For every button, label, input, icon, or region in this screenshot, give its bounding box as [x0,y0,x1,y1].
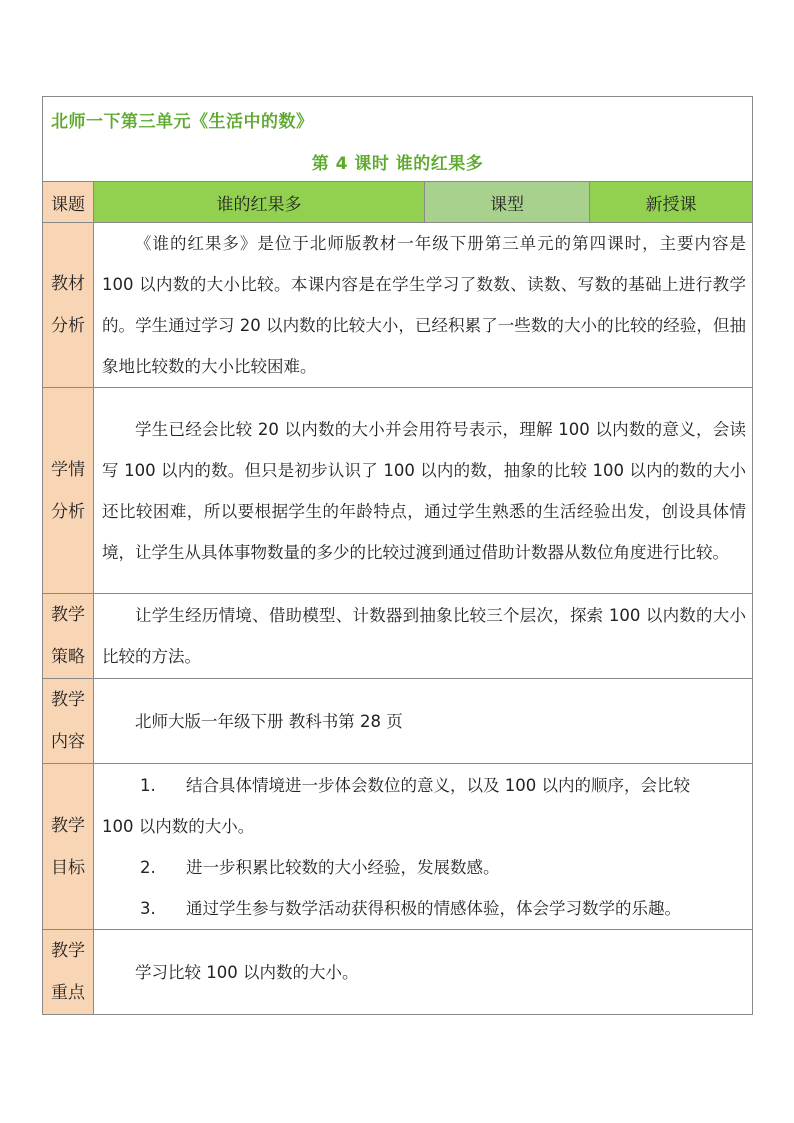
label-line: 分析 [51,501,85,522]
label-line: 教学 [51,690,85,710]
teaching-strategy-row [43,594,753,679]
teaching-content-content [94,679,753,764]
student-analysis-label [43,388,94,594]
goal-text: 结合具体情境进一步体会数位的意义，以及 100 以内的顺序，会比较 [186,775,690,795]
teaching-strategy-label [43,594,94,679]
label-line: 重点 [51,983,85,1003]
teaching-focus-row [43,930,753,1015]
teaching-strategy-content [94,594,753,679]
label-line: 学情 [51,459,85,480]
student-analysis-row [43,388,753,594]
label-line: 教学 [51,815,85,836]
teaching-focus-content [94,930,753,1015]
textbook-analysis-content [94,223,753,388]
teaching-goals-row [43,764,753,930]
teaching-focus-text: 学习比较 100 以内数的大小。 [135,962,359,982]
label-line: 策略 [51,647,85,667]
lesson-type-value: 新授课 [590,182,753,223]
label-line: 分析 [51,316,85,336]
goal-text: 通过学生参与数学活动获得积极的情感体验，体会学习数学的乐趣。 [186,898,681,918]
topic-row [43,182,753,223]
goal-item [102,888,746,929]
goal-text: 进一步积累比较数的大小经验，发展数感。 [186,857,500,877]
lesson-plan-table [42,96,753,1015]
label-line: 教材 [51,274,85,294]
textbook-analysis-row [43,223,753,388]
teaching-goals-label [43,764,94,930]
goal-number: 2. [140,857,156,877]
student-analysis-text: 学生已经会比较 20 以内数的大小并会用符号表示，理解 100 以内数的意义，会读写 100 以内的数。但只是初步认识了 100 以内的数，抽象的比较 100 以内的数的大小还比较困难，所以要根据学生的年龄特点，通过学生熟悉的生活经验出发，创设具体情境，让学生从具体事物数量的多少的比较过渡到通过借助计数器从数位角度进行比较。 [102,419,746,562]
teaching-content-text: 北师大版一年级下册 教科书第 28 页 [135,711,403,731]
topic-label: 课题 [43,182,94,223]
textbook-analysis-text: 《谁的红果多》是位于北师版教材一年级下册第三单元的第四课时，主要内容是 100 以内数的大小比较。本课内容是在学生学习了数数、读数、写数的基础上进行教学的。学生通过学习 20 以内数的比较大小，已经积累了一些数的大小的比较的经验，但抽象地比较数的大小比较困难。 [102,234,746,376]
teaching-content-row [43,679,753,764]
title-row [43,97,753,182]
teaching-goals-content [94,764,753,930]
series-title: 北师一下第三单元《生活中的数》 [51,112,314,132]
topic-value: 谁的红果多 [94,182,425,223]
goal-number: 3. [140,898,156,918]
goal-item [102,847,746,888]
lesson-type-label: 课型 [425,182,590,223]
teaching-strategy-text: 让学生经历情境、借助模型、计数器到抽象比较三个层次，探索 100 以内数的大小比较的方法。 [102,606,746,666]
label-line: 教学 [51,605,85,625]
teaching-content-label [43,679,94,764]
label-line: 目标 [51,857,85,878]
goal-continuation: 100 以内数的大小。 [102,816,255,836]
teaching-focus-label [43,930,94,1015]
student-analysis-content [94,388,753,594]
label-line: 内容 [51,732,85,752]
label-line: 教学 [51,941,85,961]
title-cell [43,97,753,182]
lesson-title: 第 4 课时 谁的红果多 [311,154,484,174]
goal-number: 1. [140,775,156,795]
goal-item [102,765,746,806]
textbook-analysis-label [43,223,94,388]
